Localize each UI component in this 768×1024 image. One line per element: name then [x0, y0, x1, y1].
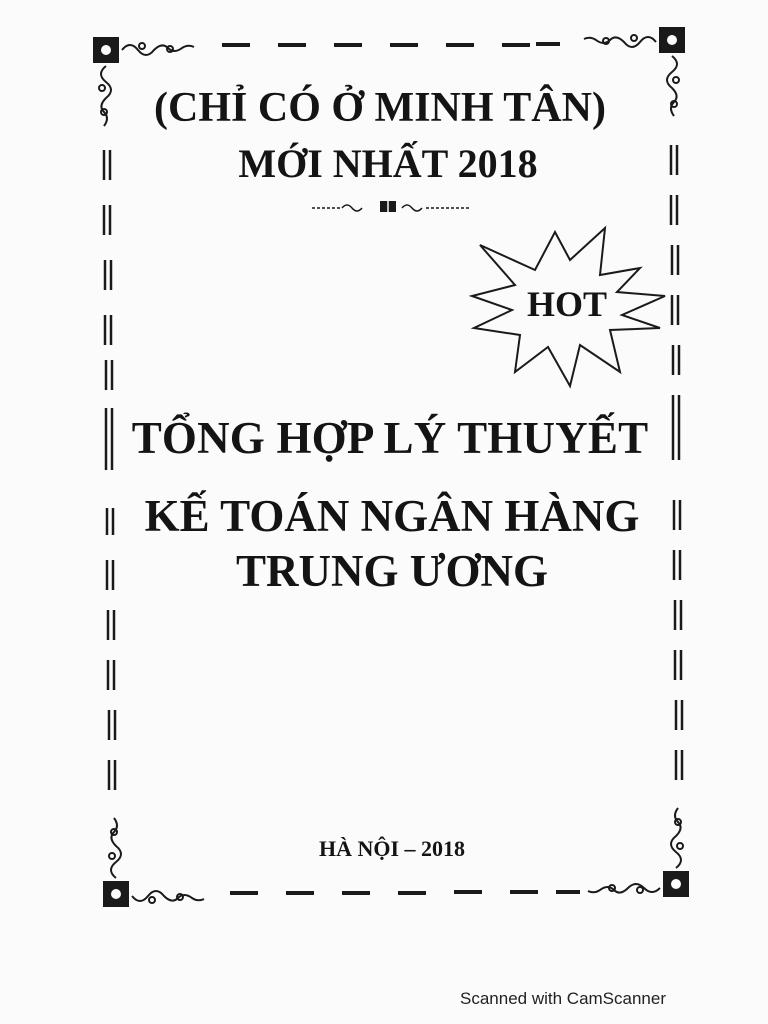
header-line-2: MỚI NHẤT 2018	[238, 141, 538, 186]
hot-badge-label: HOT	[526, 284, 607, 324]
title-line-3: TRUNG ƯƠNG	[235, 546, 549, 596]
top-dash-border	[222, 44, 560, 45]
header-line-1: (CHỈ CÓ Ở MINH TÂN)	[154, 85, 606, 131]
scanner-watermark: Scanned with CamScanner	[460, 989, 667, 1008]
divider-ornament	[312, 201, 470, 212]
title-line-1: TỔNG HỢP LÝ THUYẾT	[131, 413, 649, 463]
corner-ornament-bottom-left	[104, 818, 204, 906]
bottom-dash-border	[230, 892, 580, 893]
left-bar-border	[104, 150, 115, 790]
title-line-2: KẾ TOÁN NGÂN HÀNG	[144, 491, 640, 541]
footer-place-date: HÀ NỘI – 2018	[318, 836, 466, 861]
